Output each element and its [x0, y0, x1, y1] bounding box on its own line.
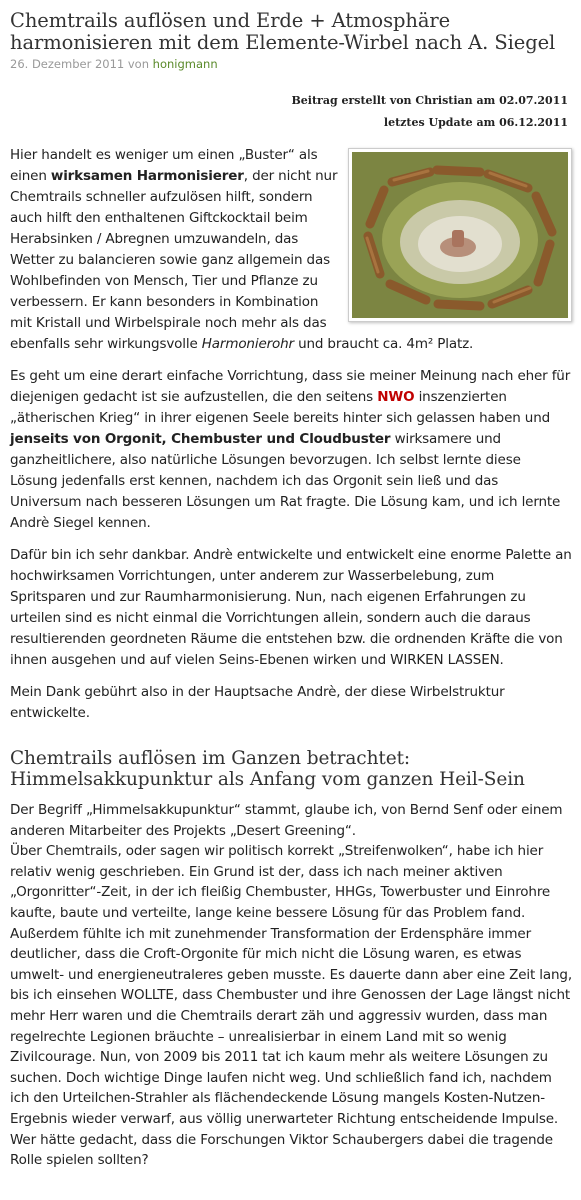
- section-heading: Chemtrails auflösen im Ganzen betrachtet: Himmelsakkupunktur als Anfang vom ganzen Heil-Sein: [10, 748, 525, 790]
- section-paragraph-2: Über Chemtrails, oder sagen wir politisch korrekt „Streifenwolken“, habe ich hier relativ wenig geschrieben. Ein Grund ist der, dass ich nach meiner aktiven „Orgonritter“-Zeit, in der ich fleißig Chembuster, HHGs, Towerbuster und Einrohre kaufte, baute und verteilte, lange keine bessere Lösung für das Problem fand. Außerdem fühlte ich mit zunehmender Transformation der Erdensphäre immer deutlicher, dass die Croft-Orgonite für mich nicht die Lösung waren, es etwas umwelt- und energieneutraleres geben musste. Es dauerte dann aber eine Zeit lang, bis ich einsehen WOLLTE, dass Chembuster und ihre Genossen der Lage längst nicht mehr Herr waren und die Chemtrails derart zäh und aggressiv wurden, dass man regelrechte Legionen bräuchte – unrealisierbar in einem Land mit so wenig Zivilcourage. Nun, von 2009 bis 2011 tat ich kaum mehr als weitere Lösungen zu suchen. Doch wichtige Dinge laufen nicht weg. Und schließlich fand ich, nachdem ich den Urteilchen-Strahler als flächendeckende Lösung mangels Kosten-Nutzen-Ergebnis wieder verwarf, aus völlig unerwarteter Richtung entscheidende Impulse. Wer hätte gedacht, dass die Forschungen Viktor Schaubergers dabei die tragende Rolle spielen sollten?: [10, 843, 572, 1169]
- post-date: 26. Dezember 2011: [10, 57, 125, 71]
- text-span: , der nicht nur Chemtrails schneller aufzulösen hilft, sondern auch hilft den enthaltenen Giftckocktail beim Herabsinken / Abregnen umzuwandeln, das Wetter zu balancieren sowie ganz allgemein das Wohlbefinden von Mensch, Tier und Pflanze zu verbessern. Er kann besonders in Kombination mit Kristall und Wirbelspirale noch mehr als das ebenfalls sehr wirkungsvolle: [10, 168, 338, 352]
- article: [10, 0, 572, 1171]
- nwo-link[interactable]: NWO: [377, 389, 415, 405]
- paragraph-intro: [10, 145, 572, 355]
- text-span: wirksamere und ganzheitlichere, also natürliche Lösungen bevorzugen. Ich selbst lernte diese Lösung jedenfalls erst kennen, nachdem ich das Orgonit sein ließ und das Universum nach besseren Lösungen um Rat fragte. Die Lösung kam, und ich lernte Andrè Siegel kennen.: [10, 431, 561, 531]
- author-link[interactable]: honigmann: [152, 57, 218, 71]
- italic-phrase: Harmonierohr: [201, 336, 294, 352]
- bold-phrase: wirksamen Harmonisierer: [50, 168, 244, 184]
- paragraph-3: Dafür bin ich sehr dankbar. Andrè entwickelte und entwickelt eine enorme Palette an hochwirksamen Vorrichtungen, unter anderem zur Wasserbelebung, zum Spritsparen und zur Raumharmonisierung. Nun, nach eigenen Erfahrungen zu urteilen sind es nicht einmal die Vorrichtungen allein, sondern auch die daraus resultierenden geordneten Räume die entstehen bzw. die ordnenden Kräfte die von ihnen ausgehen und auf vielen Seins-Ebenen wirken und WIRKEN LASSEN.: [10, 547, 572, 668]
- elemente-wirbel-image: [352, 152, 568, 318]
- bold-phrase: jenseits von Orgonit, Chembuster und Cloudbuster: [10, 431, 391, 447]
- article-title: Chemtrails auflösen und Erde + Atmosphäre harmonisieren mit dem Elemente-Wirbel nach A. Siegel: [10, 9, 556, 54]
- byline-updated: letztes Update am 06.12.2011: [383, 116, 568, 129]
- text-span: Hier handelt es weniger um einen „Buster“ als einen: [10, 147, 318, 184]
- byline: [10, 90, 572, 134]
- text-span: und braucht ca. 4m² Platz.: [293, 336, 474, 352]
- paragraph-4: Mein Dank gebührt also in der Hauptsache Andrè, der diese Wirbelstruktur entwickelte.: [10, 684, 505, 721]
- byline-created: Beitrag erstellt von Christian am 02.07.2011: [291, 94, 568, 107]
- post-meta: [10, 57, 572, 73]
- paragraph-2: [10, 366, 572, 534]
- elemente-wirbel-photo: [348, 148, 572, 322]
- post-by: von: [127, 57, 150, 71]
- section-paragraph-1: Der Begriff „Himmelsakkupunktur“ stammt, glaube ich, von Bernd Senf oder einem anderen Mitarbeiter des Projekts „Desert Greening“.: [10, 802, 563, 839]
- text-span: inszenzierten „ätherischen Krieg“ in ihrer eigenen Seele bereits hinter sich gelassen haben und: [10, 389, 551, 426]
- text-span: Es geht um eine derart einfache Vorrichtung, dass sie meiner Meinung nach eher für diejenigen gedacht ist sie aufzustellen, die den seitens: [10, 368, 571, 405]
